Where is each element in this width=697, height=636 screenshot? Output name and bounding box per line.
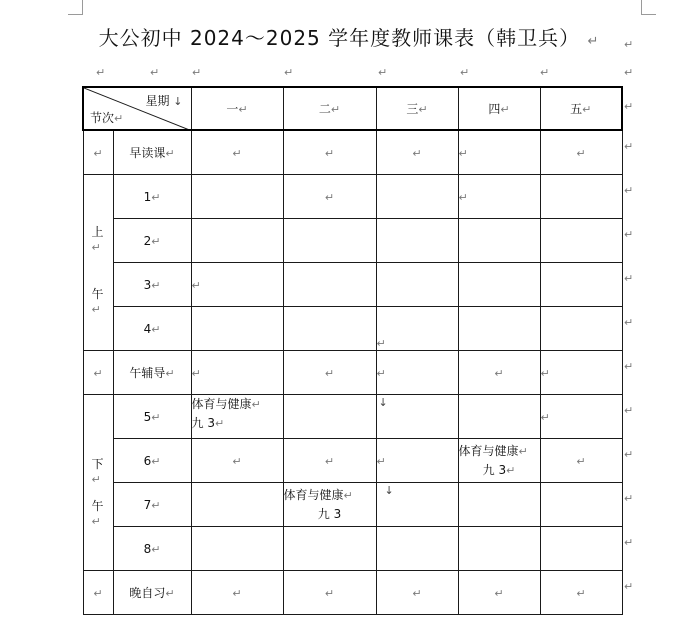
period-number: 5↵ bbox=[113, 395, 191, 439]
paragraph-mark: ↵ bbox=[540, 66, 550, 79]
row-noon-tutoring bbox=[83, 351, 622, 395]
lesson-class: 九 3 bbox=[317, 507, 342, 521]
lesson-subject: 体育与健康↵ bbox=[458, 443, 528, 458]
week-header: 星期 ↓ bbox=[145, 94, 183, 108]
schedule-cell: ↵ bbox=[458, 175, 540, 219]
schedule-cell: ↵ bbox=[376, 130, 458, 175]
lesson-cell-mon-5 bbox=[191, 395, 283, 439]
row-label-evening-study: 晚自习↵ bbox=[113, 571, 191, 615]
schedule-cell: ↵ bbox=[376, 571, 458, 615]
schedule-cell: ↵ bbox=[191, 263, 283, 307]
paragraph-mark: ↵ bbox=[624, 38, 634, 51]
row-period-2 bbox=[83, 219, 622, 263]
lesson-cell-thu-6 bbox=[458, 439, 540, 483]
period-number: 7↵ bbox=[113, 483, 191, 527]
schedule-cell: ↵ bbox=[540, 439, 622, 483]
row-label-noon-tutoring: 午辅导↵ bbox=[113, 351, 191, 395]
paragraph-mark: ↵ bbox=[624, 66, 634, 79]
page-corner-mark-left bbox=[68, 0, 83, 15]
half-day-afternoon bbox=[83, 395, 113, 571]
period-number: 3↵ bbox=[113, 263, 191, 307]
day-header-tue: 二↵ bbox=[283, 87, 376, 130]
row-period-1 bbox=[83, 175, 622, 219]
half-day-cell: ↵ bbox=[83, 571, 113, 615]
header-row bbox=[83, 87, 622, 130]
schedule-cell bbox=[540, 483, 622, 527]
period-number: 1↵ bbox=[113, 175, 191, 219]
schedule-cell bbox=[540, 263, 622, 307]
schedule-cell: ↵ bbox=[458, 130, 540, 175]
schedule-cell: ↵ bbox=[283, 175, 376, 219]
schedule-cell: ↵ bbox=[540, 571, 622, 615]
section-header: 节次↵ bbox=[90, 111, 124, 125]
schedule-cell bbox=[283, 219, 376, 263]
morning-label: 上↵ 午↵ bbox=[91, 225, 104, 316]
schedule-cell bbox=[191, 483, 283, 527]
schedule-cell bbox=[191, 219, 283, 263]
lesson-cell-tue-7 bbox=[283, 483, 376, 527]
row-end-mark: ↵ bbox=[624, 492, 634, 505]
day-header-wed: 三↵ bbox=[376, 87, 458, 130]
afternoon-label: 下↵ 午↵ bbox=[91, 457, 104, 528]
diagonal-header-cell bbox=[83, 87, 191, 130]
row-end-mark: ↵ bbox=[624, 580, 634, 593]
row-end-mark: ↵ bbox=[624, 360, 634, 373]
lesson-subject: 体育与健康↵ bbox=[191, 397, 261, 411]
schedule-cell: ↵ bbox=[283, 130, 376, 175]
row-period-4 bbox=[83, 307, 622, 351]
row-end-mark: ↵ bbox=[624, 448, 634, 461]
schedule-cell bbox=[191, 175, 283, 219]
schedule-cell: ↵ bbox=[283, 571, 376, 615]
schedule-cell: ↵ bbox=[191, 130, 283, 175]
schedule-cell: ↓ bbox=[376, 395, 458, 439]
schedule-cell bbox=[283, 263, 376, 307]
schedule-cell: ↵ bbox=[376, 351, 458, 395]
lesson-class: 九 3↵ bbox=[482, 462, 516, 477]
day-header-mon: 一↵ bbox=[191, 87, 283, 130]
schedule-cell bbox=[376, 175, 458, 219]
schedule-table bbox=[82, 86, 623, 615]
schedule-cell: ↵ bbox=[540, 395, 622, 439]
schedule-cell: ↵ bbox=[376, 439, 458, 483]
schedule-cell: ↵ bbox=[283, 351, 376, 395]
schedule-cell bbox=[283, 395, 376, 439]
row-label-morning-reading: 早读课↵ bbox=[113, 130, 191, 175]
schedule-cell bbox=[283, 527, 376, 571]
schedule-cell bbox=[458, 483, 540, 527]
schedule-cell bbox=[191, 307, 283, 351]
row-period-8 bbox=[83, 527, 622, 571]
half-day-cell: ↵ bbox=[83, 351, 113, 395]
paragraph-mark: ↵ bbox=[378, 66, 388, 79]
row-end-mark: ↵ bbox=[624, 228, 634, 241]
schedule-cell bbox=[540, 219, 622, 263]
period-number: 4↵ bbox=[113, 307, 191, 351]
row-period-3 bbox=[83, 263, 622, 307]
lesson-subject: 体育与健康↵ bbox=[283, 488, 353, 502]
schedule-cell bbox=[376, 263, 458, 307]
title-text: 大公初中 2024～2025 学年度教师课表（韩卫兵） bbox=[98, 26, 581, 50]
period-number: 2↵ bbox=[113, 219, 191, 263]
paragraph-mark: ↵ bbox=[192, 66, 202, 79]
row-period-7 bbox=[83, 483, 622, 527]
page-title bbox=[0, 22, 697, 51]
schedule-cell bbox=[458, 395, 540, 439]
row-end-mark: ↵ bbox=[624, 316, 634, 329]
paragraph-mark: ↵ bbox=[284, 66, 294, 79]
schedule-cell bbox=[376, 527, 458, 571]
row-end-mark: ↵ bbox=[624, 404, 634, 417]
schedule-cell bbox=[458, 263, 540, 307]
schedule-cell: ↵ bbox=[458, 351, 540, 395]
paragraph-mark: ↵ bbox=[460, 66, 470, 79]
row-end-mark: ↵ bbox=[624, 536, 634, 549]
row-end-mark: ↵ bbox=[624, 140, 634, 153]
period-number: 6↵ bbox=[113, 439, 191, 483]
schedule-cell bbox=[376, 219, 458, 263]
row-period-6 bbox=[83, 439, 622, 483]
period-number: 8↵ bbox=[113, 527, 191, 571]
page-corner-mark-right bbox=[641, 0, 656, 15]
schedule-cell bbox=[458, 307, 540, 351]
lesson-class: 九 3↵ bbox=[191, 416, 225, 430]
schedule-cell: ↵ bbox=[191, 439, 283, 483]
schedule-cell bbox=[458, 219, 540, 263]
schedule-cell bbox=[540, 307, 622, 351]
schedule-cell: ↵ bbox=[191, 351, 283, 395]
schedule-cell: ↵ bbox=[540, 130, 622, 175]
row-end-mark: ↵ bbox=[624, 100, 634, 113]
schedule-cell: ↵ bbox=[376, 307, 458, 351]
schedule-cell bbox=[283, 307, 376, 351]
day-header-fri: 五↵ bbox=[540, 87, 622, 130]
schedule-cell bbox=[540, 527, 622, 571]
schedule-cell: ↵ bbox=[540, 351, 622, 395]
row-period-5 bbox=[83, 395, 622, 439]
schedule-cell: ↵ bbox=[458, 571, 540, 615]
schedule-cell: ↓ bbox=[376, 483, 458, 527]
half-day-morning bbox=[83, 175, 113, 351]
schedule-cell bbox=[540, 175, 622, 219]
schedule-cell bbox=[191, 527, 283, 571]
paragraph-mark: ↵ bbox=[150, 66, 160, 79]
row-end-mark: ↵ bbox=[624, 272, 634, 285]
half-day-cell: ↵ bbox=[83, 130, 113, 175]
row-end-mark: ↵ bbox=[624, 184, 634, 197]
day-header-thu: 四↵ bbox=[458, 87, 540, 130]
paragraph-mark: ↵ bbox=[96, 66, 106, 79]
row-evening-study bbox=[83, 571, 622, 615]
schedule-cell: ↵ bbox=[283, 439, 376, 483]
schedule-cell: ↵ bbox=[191, 571, 283, 615]
row-morning-reading bbox=[83, 130, 622, 175]
schedule-cell bbox=[458, 527, 540, 571]
paragraph-mark: ↵ bbox=[587, 34, 599, 49]
